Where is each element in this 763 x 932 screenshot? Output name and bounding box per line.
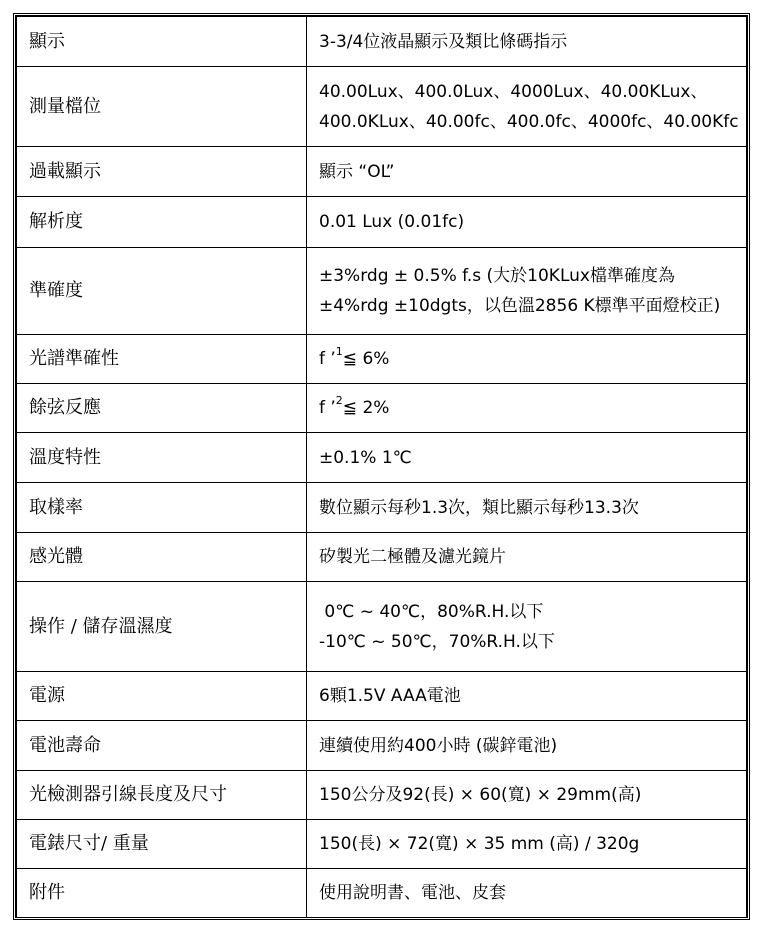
- spec-value: [307, 384, 747, 433]
- spec-label: 溫度特性: [17, 433, 307, 483]
- spec-label: 光譜準確性: [17, 335, 307, 384]
- spec-label: 過載顯示: [17, 147, 307, 197]
- spec-label: 取樣率: [17, 483, 307, 533]
- spec-label: 電錶尺寸/ 重量: [17, 820, 307, 869]
- spec-value-line: 150公分及92(長) × 60(寬) × 29mm(高): [319, 785, 642, 805]
- spec-label: 附件: [17, 869, 307, 918]
- spec-value-line: ±3%rdg ± 0.5% f.s (大於10KLux檔準確度為: [319, 266, 675, 286]
- spec-value-superscript: 2: [335, 394, 343, 408]
- spec-value-superscript: 1: [335, 345, 343, 359]
- spec-value: [307, 147, 747, 197]
- spec-value-suffix: ≦ 6%: [342, 349, 390, 369]
- spec-row-meter-size: [17, 820, 747, 869]
- spec-row-sensor: [17, 533, 747, 582]
- spec-label: 解析度: [17, 197, 307, 248]
- spec-label: 準確度: [17, 248, 307, 335]
- spec-value-line: 矽製光二極體及濾光鏡片: [319, 547, 506, 567]
- spec-value-line: 40.00Lux、400.0Lux、4000Lux、40.00KLux、: [319, 81, 708, 102]
- spec-label: 操作 / 儲存溫濕度: [17, 582, 307, 672]
- spec-value: [307, 672, 747, 721]
- spec-value-line: -10℃ ~ 50℃，70%R.H.以下: [319, 631, 555, 652]
- spec-value: [307, 248, 747, 335]
- spec-row-overload: [17, 147, 747, 197]
- spec-value-prefix: f ’: [319, 398, 336, 418]
- spec-label: 測量檔位: [17, 67, 307, 147]
- spec-value: [307, 820, 747, 869]
- spec-value-line: 6顆1.5V AAA電池: [319, 686, 461, 706]
- spec-label: 感光體: [17, 533, 307, 582]
- spec-value: [307, 483, 747, 533]
- spec-label: 餘弦反應: [17, 384, 307, 433]
- spec-value: [307, 433, 747, 483]
- spec-value-line: ±0.1% 1℃: [319, 447, 412, 468]
- spec-value: [307, 582, 747, 672]
- spec-value-line: 400.0KLux、40.00fc、400.0fc、4000fc、40.00Kfc: [319, 111, 739, 132]
- spec-value: [307, 17, 747, 67]
- spec-value-line: 顯示 “OL”: [319, 161, 395, 182]
- spec-row-battery-life: [17, 721, 747, 771]
- spec-value-line: 0.01 Lux (0.01fc): [319, 212, 465, 232]
- spec-label: 顯示: [17, 17, 307, 67]
- spec-row-display: [17, 17, 747, 67]
- spec-value: [307, 197, 747, 248]
- spec-value: [307, 869, 747, 918]
- spec-value: [307, 67, 747, 147]
- spec-value-line: 使用說明書、電池、皮套: [319, 883, 506, 903]
- spec-label: 電池壽命: [17, 721, 307, 771]
- spec-value-line: 3-3/4位液晶顯示及類比條碼指示: [319, 31, 568, 52]
- spec-row-cosine: [17, 384, 747, 433]
- spec-value-suffix: ≦ 2%: [342, 398, 390, 418]
- spec-row-accessories: [17, 869, 747, 918]
- spec-value: [307, 771, 747, 820]
- spec-value-line: 連續使用約400小時 (碳鋅電池): [319, 735, 558, 756]
- spec-row-spectral: [17, 335, 747, 384]
- spec-table: [16, 16, 747, 918]
- spec-row-detector: [17, 771, 747, 820]
- spec-value: [307, 721, 747, 771]
- spec-value: [307, 335, 747, 384]
- spec-row-temperature: [17, 433, 747, 483]
- spec-row-ranges: [17, 67, 747, 147]
- spec-label: 電源: [17, 672, 307, 721]
- spec-label: 光檢測器引線長度及尺寸: [17, 771, 307, 820]
- spec-row-resolution: [17, 197, 747, 248]
- spec-value-line: 0℃ ~ 40℃，80%R.H.以下: [319, 601, 544, 622]
- spec-row-power: [17, 672, 747, 721]
- spec-value-line: 150(長) × 72(寬) × 35 mm (高) / 320g: [319, 834, 640, 854]
- spec-row-sampling: [17, 483, 747, 533]
- spec-value-prefix: f ’: [319, 349, 336, 369]
- spec-row-environment: [17, 582, 747, 672]
- spec-row-accuracy: [17, 248, 747, 335]
- spec-value-line: ±4%rdg ±10dgts，以色溫2856 K標準平面燈校正): [319, 296, 721, 316]
- spec-value: [307, 533, 747, 582]
- spec-value-line: 數位顯示每秒1.3次，類比顯示每秒13.3次: [319, 497, 639, 518]
